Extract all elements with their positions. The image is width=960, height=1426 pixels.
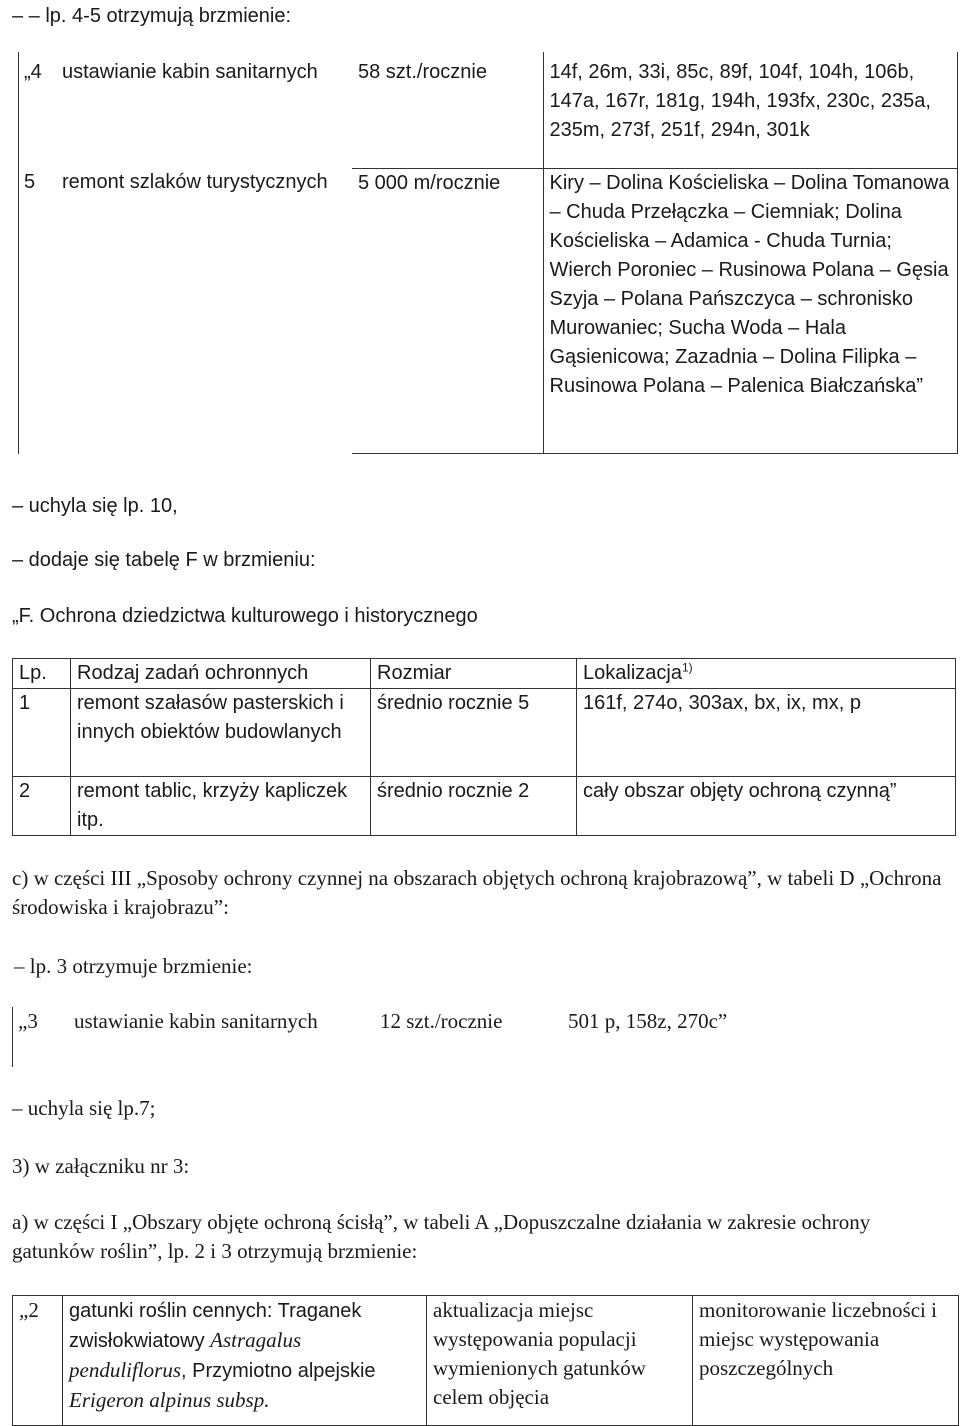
row-lp: „4 — [24, 61, 42, 83]
add-table-f: – dodaje się tabelę F w brzmieniu: — [12, 549, 316, 571]
table-f — [12, 658, 956, 836]
part-a-paragraph: a) w części I „Obszary objęte ochroną ścisłą”, w tabeli A „Dopuszczalne działania w zakresie ochrony gatunków roślin”, lp. 2 i 3 otrzymują brzmienie: — [12, 1210, 871, 1263]
table-f-title: „F. Ochrona dziedzictwa kulturowego i historycznego — [12, 605, 478, 627]
table-row — [18, 52, 957, 168]
table-row — [13, 689, 956, 777]
row-task: remont szlaków turystycznych — [62, 171, 328, 193]
row-action: aktualizacja miejsc występowania populacji wymienionych gatunków celem objęcia — [427, 1296, 693, 1426]
dash-prefix: – – — [12, 5, 46, 27]
row-lp: 1 — [13, 689, 71, 777]
table-lp4-5 — [18, 52, 958, 454]
row-lp: „2 — [13, 1296, 63, 1426]
row-task: ustawianie kabin sanitarnych — [62, 61, 318, 83]
remove-lp10: – uchyla się lp. 10, — [12, 495, 178, 517]
footnote-mark: 1) — [681, 660, 693, 675]
table-left-border — [18, 52, 20, 454]
annex-3-heading: 3) w załączniku nr 3: — [12, 1154, 190, 1178]
row-lp: 5 — [24, 171, 36, 193]
row-size: średnio rocznie 5 — [371, 689, 577, 777]
latin-name: Erigeron alpinus subsp. — [69, 1388, 270, 1412]
row-task: remont szałasów pasterskich i innych obiektów budowlanych — [71, 689, 371, 777]
lp3-amend: – lp. 3 otrzymuje brzmienie: — [14, 954, 253, 978]
row-task: ustawianie kabin sanitarnych — [74, 1009, 318, 1033]
row-size: 5 000 m/rocznie — [352, 168, 543, 453]
row-location: 161f, 274o, 303ax, bx, ix, mx, p — [577, 689, 956, 777]
part-c-paragraph: c) w części III „Sposoby ochrony czynnej na obszarach objętych ochroną krajobrazową”, w tabeli D „Ochrona środowiska i krajobrazu”: — [12, 866, 942, 919]
table-plant-species — [12, 1295, 959, 1426]
row-size: średnio rocznie 2 — [371, 777, 577, 836]
row-species: gatunki roślin cennych: Traganek zwisłokwiatowy Astragalus penduliflorus, Przymiotno alpejskie Erigeron alpinus subsp. — [63, 1296, 427, 1426]
header-task: Rodzaj zadań ochronnych — [71, 659, 371, 689]
row-task: remont tablic, krzyży kapliczek itp. — [71, 777, 371, 836]
row-lp: 2 — [13, 777, 71, 836]
table-left-border — [12, 1007, 14, 1067]
row-size: 12 szt./rocznie — [380, 1009, 503, 1033]
amend-heading-lp4-5: – – lp. 4-5 otrzymują brzmienie: — [12, 5, 292, 27]
row-monitoring: monitorowanie liczebności i miejsc występowania poszczególnych — [693, 1296, 959, 1426]
table-row — [13, 1296, 959, 1426]
row-size: 58 szt./rocznie — [352, 52, 543, 168]
row-location: cały obszar objęty ochroną czynną” — [577, 777, 956, 836]
remove-lp7: – uchyla się lp.7; — [12, 1096, 156, 1120]
latin-name: Astragalus penduliflorus — [69, 1328, 302, 1382]
header-location: Lokalizacja$^{1)}$ — [577, 659, 956, 689]
table-row — [18, 168, 957, 453]
row-location: 14f, 26m, 33i, 85c, 89f, 104f, 104h, 106b, 147a, 167r, 181g, 194h, 193fx, 230c, 235a, 235m, 273f, 251f, 294n, 301k — [543, 52, 957, 168]
table-row — [13, 777, 956, 836]
table-lp3 — [12, 1007, 955, 1067]
header-size: Rozmiar — [371, 659, 577, 689]
row-lp: „3 — [18, 1009, 38, 1033]
table-header-row — [13, 659, 956, 689]
table-row — [12, 1007, 955, 1067]
header-lp: Lp. — [13, 659, 71, 689]
row-location: Kiry – Dolina Kościeliska – Dolina Tomanowa – Chuda Przełączka – Ciemniak; Dolina Kościeliska – Adamica - Chuda Turnia; Wierch Poroniec – Rusinowa Polana – Gęsia Szyja – Polana Pańszczyca – schronisko Murowaniec; Sucha Woda – Hala Gąsienicowa; Zazadnia – Dolina Filipka – Rusinowa Polana – Palenica Białczańska” — [543, 168, 957, 453]
row-location: 501 p, 158z, 270c” — [568, 1009, 728, 1033]
